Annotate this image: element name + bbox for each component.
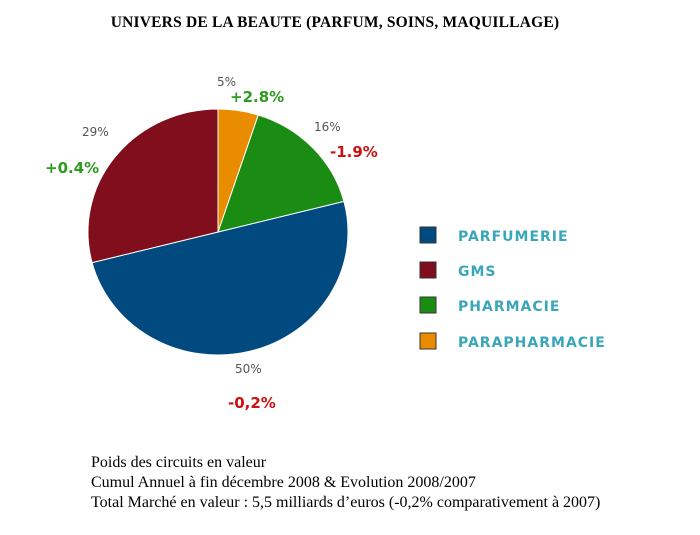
evolution-label-gms: +0.4% xyxy=(45,159,100,177)
legend-swatch-parfumerie xyxy=(420,227,436,243)
legend-label-parapharmacie: PARAPHARMACIE xyxy=(458,335,606,351)
pct-label-gms: 29% xyxy=(82,125,109,139)
pie-slices xyxy=(88,109,348,355)
evolution-label-parfumerie: -0,2% xyxy=(228,394,276,412)
caption-line-2: Cumul Annuel à fin décembre 2008 & Evolution 2008/2007 xyxy=(91,474,476,491)
legend-label-gms: GMS xyxy=(458,264,497,280)
caption-line-1: Poids des circuits en valeur xyxy=(91,454,267,471)
legend-label-parfumerie: PARFUMERIE xyxy=(458,229,569,245)
evolution-label-parapharmacie: +2.8% xyxy=(230,88,285,106)
legend-swatch-pharmacie xyxy=(420,297,436,313)
legend-swatch-gms xyxy=(420,262,436,278)
pct-label-parapharmacie: 5% xyxy=(217,75,237,89)
evolution-label-pharmacie: -1.9% xyxy=(330,143,378,161)
pct-label-parfumerie: 50% xyxy=(235,362,262,376)
chart-caption xyxy=(91,453,691,513)
legend-swatch-parapharmacie xyxy=(420,333,436,349)
legend xyxy=(420,227,606,351)
legend-label-pharmacie: PHARMACIE xyxy=(458,299,561,315)
caption-line-3: Total Marché en valeur : 5,5 milliards d’euros (-0,2% comparativement à 2007) xyxy=(91,494,601,511)
pct-label-pharmacie: 16% xyxy=(314,120,341,134)
chart-title: UNIVERS DE LA BEAUTE (PARFUM, SOINS, MAQUILLAGE) xyxy=(110,14,560,31)
